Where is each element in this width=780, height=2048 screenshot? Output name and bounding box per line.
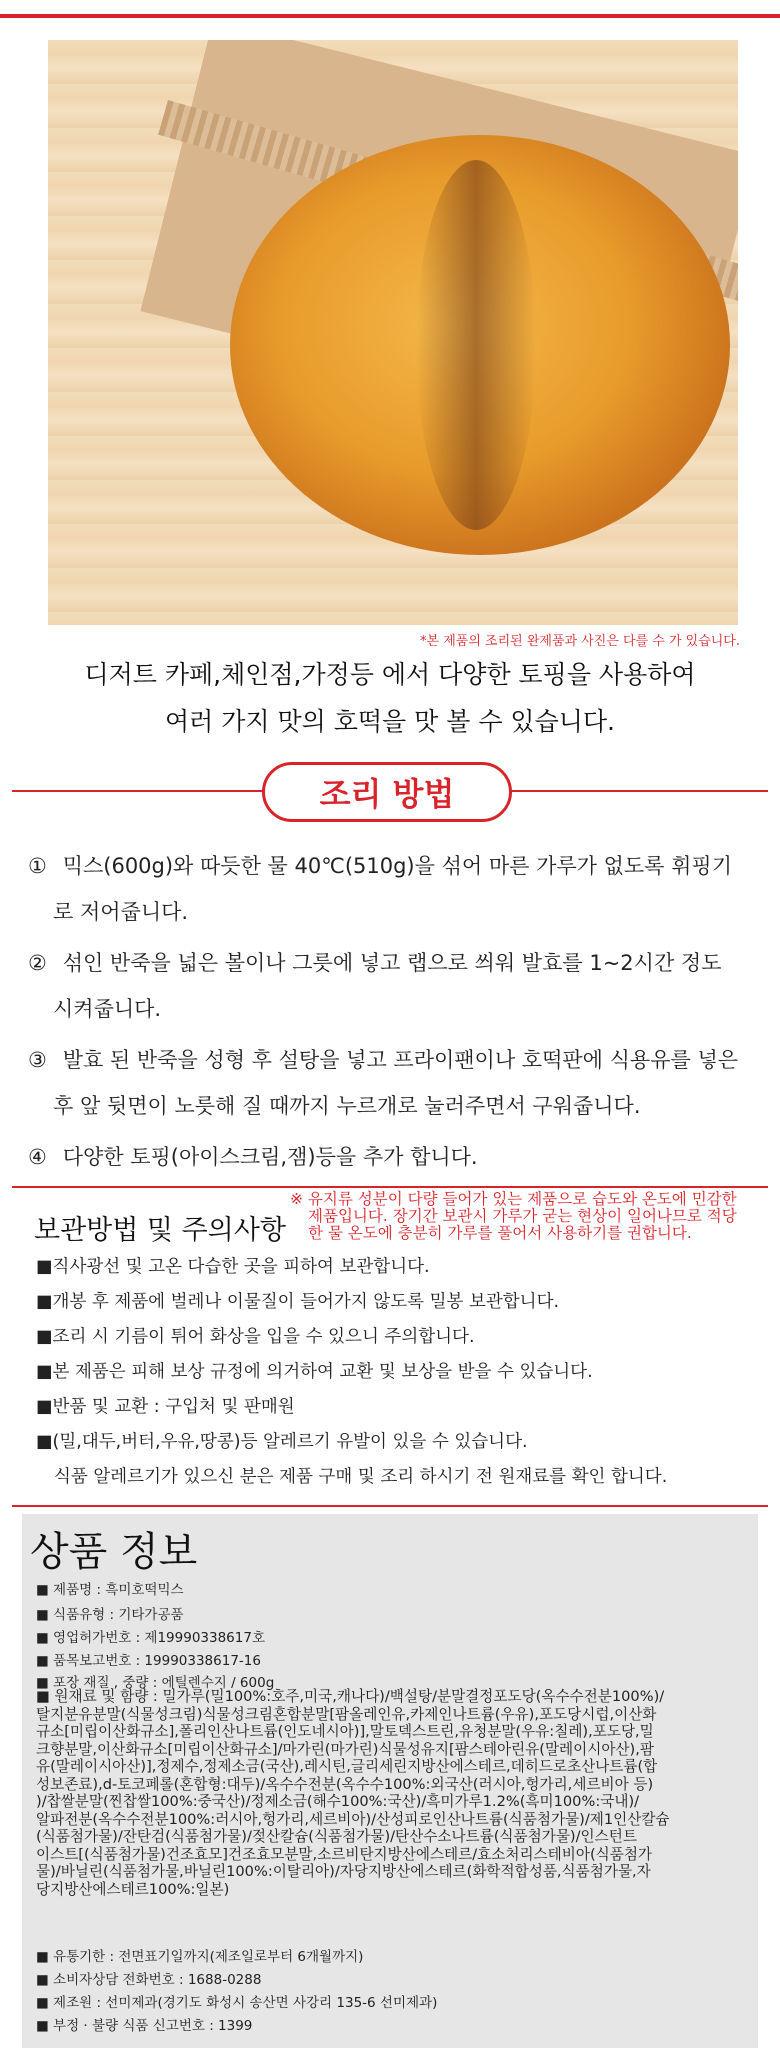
- step-text: 발효 된 반죽을 성형 후 설탕을 넣고 프라이팬이나 호떡판에 식용유를 넣은: [62, 1048, 739, 1072]
- ingredients-line: 탈지분유분말(식물성크림)식물성크림혼합분말[팜올레인유,카제인나트륨(우유),포도당시럽,이산화: [36, 1705, 657, 1723]
- info-field: ■ 포장 재질 , 중량 : 에틸렌수지 / 600g: [36, 1675, 275, 1691]
- ingredients-line: 성보존료),d-토코페롤(혼합형:대두)/옥수수전분(옥수수100%:외국산(러시아,헝가리,세르비아 등): [36, 1775, 654, 1793]
- step-text-cont: 로 저어줍니다.: [53, 900, 189, 924]
- ingredients-block: [36, 1688, 752, 1898]
- storage-title: 보관방법 및 주의사항: [34, 1215, 286, 1246]
- step-text: 믹스(600g)와 따듯한 물 40℃(510g)을 섞어 마른 가루가 없도록 휘핑기: [62, 854, 732, 878]
- intro-line-2: 여러 가지 맛의 호떡을 맛 볼 수 있습니다.: [165, 707, 615, 736]
- storage-note: ■직사광선 및 고온 다습한 곳을 피하여 보관합니다.: [36, 1257, 430, 1277]
- warning-line: ※ 유지류 성분이 다량 들어가 있는 제품으로 습도와 온도에 민감한: [290, 1190, 737, 1208]
- ingredients-line: 규소[미립이산화규소],폴리인산나트륨(인도네시아)],말토덱스트린,유청분말(우유:칠레),포도당,밀: [36, 1723, 654, 1740]
- storage-divider: [12, 1186, 768, 1188]
- ingredients-line: )/찹쌀분말(찐찹쌀100%:중국산)/정제소금(해수100%:국산)/흑미가루1.2%(흑미100%:국내)/: [36, 1793, 640, 1810]
- info-footer: ■ 유통기한 : 전면표기일까지(제조일로부터 6개월까지): [36, 1949, 364, 1965]
- storage-note: ■본 제품은 피해 보상 규정에 의거하여 교환 및 보상을 받을 수 있습니다.: [36, 1362, 593, 1382]
- photo-disclaimer: *본 제품의 조리된 완제품과 사진은 다를 수 가 있습니다.: [420, 634, 740, 649]
- ingredients-line: (식품첨가물)/잔탄검(식품첨가물)/젖산칼슘(식품첨가물)/탄산수소나트륨(식품첨가물)/인스턴트: [36, 1828, 637, 1845]
- info-footer: ■ 부정 · 불량 식품 신고번호 : 1399: [36, 2018, 253, 2034]
- info-field: ■ 영업허가번호 : 제19990338617호: [36, 1630, 265, 1646]
- storage-note-allergy: 식품 알레르기가 있으신 분은 제품 구매 및 조리 하시기 전 원재료를 확인 합니다.: [54, 1467, 668, 1487]
- cooking-step-4: [28, 1134, 758, 1180]
- step-text-cont: 후 앞 뒷면이 노릇해 질 때까지 누르개로 눌러주면서 구워줍니다.: [53, 1094, 641, 1118]
- cooking-step-1: [28, 843, 758, 935]
- hotteok-filling: [416, 160, 536, 530]
- info-field: ■ 제품명 : 흑미호떡믹스: [36, 1582, 184, 1598]
- step-number: ①: [28, 854, 47, 878]
- cooking-section-header: [262, 762, 512, 822]
- step-number: ④: [28, 1145, 47, 1169]
- cooking-step-2: [28, 940, 758, 1032]
- ingredients-line: 크향분말,이산화규소[미립이산화규소]/마가린(마가린)식물성유지[팜스테아린유(말레이시아산),팜: [36, 1740, 654, 1758]
- info-footer: ■ 제조원 : 선미제과(경기도 화성시 송산면 사강리 135-6 선미제과): [36, 1995, 438, 2011]
- warning-line: 제품입니다. 장기간 보관시 가루가 굳는 현상이 일어나므로 적당: [308, 1207, 737, 1225]
- ingredients-line: 유(말레이시아산)],정제수,정제소금(국산),레시틴,글리세린지방산에스테르,데히드로초산나트륨(합: [36, 1758, 658, 1775]
- ingredients-line: ■ 원재료 및 함량 : 밀가루(밀100%:호주,미국,캐나다)/백설탕/분말결정포도당(옥수수전분100%)/: [36, 1688, 665, 1705]
- step-text: 다양한 토핑(아이스크림,잼)등을 추가 합니다.: [62, 1145, 478, 1169]
- warning-line: 한 물 온도에 충분히 가루를 풀어서 사용하기를 권합니다.: [308, 1224, 692, 1242]
- storage-note: ■(밀,대두,버터,우유,땅콩)등 알레르기 유발이 있을 수 있습니다.: [36, 1432, 528, 1452]
- top-divider: [0, 14, 780, 18]
- ingredients-line: 물)/바닐린(식품첨가물,바닐린100%:이탈리아)/자당지방산에스테르(화학적합성품,식품첨가물,자: [36, 1863, 651, 1880]
- storage-note: ■개봉 후 제품에 벌레나 이물질이 들어가지 않도록 밀봉 보관합니다.: [36, 1292, 560, 1312]
- info-footer: ■ 소비자상담 전화번호 : 1688-0288: [36, 1972, 262, 1988]
- step-number: ②: [28, 951, 47, 975]
- ingredients-line: 이스트[(식품첨가물)건조효모]건조효모분말,소르비탄지방산에스테르/효소처리스테비아(식품첨가: [36, 1845, 653, 1863]
- info-field: ■ 품목보고번호 : 19990338617-16: [36, 1653, 261, 1669]
- ingredients-line: 당지방산에스테르100%:일본): [36, 1880, 230, 1898]
- cooking-title: 조리 방법: [319, 775, 455, 813]
- storage-note: ■조리 시 기름이 튀어 화상을 입을 수 있으니 주의합니다.: [36, 1327, 475, 1347]
- info-divider: [12, 1505, 768, 1507]
- product-info-title: 상품 정보: [30, 1529, 198, 1575]
- ingredients-line: 알파전분(옥수수전분100%:러시아,헝가리,세르비아)/산성피로인산나트륨(식품첨가물)/제1인산칼슘: [36, 1810, 670, 1828]
- cooking-step-3: [28, 1037, 758, 1129]
- intro-line-1: 디저트 카페,체인점,가정등 에서 다양한 토핑을 사용하여: [84, 660, 696, 689]
- step-text: 섞인 반죽을 넓은 볼이나 그릇에 넣고 랩으로 씌워 발효를 1~2시간 정도: [62, 951, 722, 975]
- step-number: ③: [28, 1048, 47, 1072]
- info-field: ■ 식품유형 : 기타가공품: [36, 1607, 184, 1623]
- storage-note: ■반품 및 교환 : 구입처 및 판매원: [36, 1397, 295, 1417]
- product-photo: [48, 40, 738, 625]
- step-text-cont: 시켜줍니다.: [53, 997, 162, 1021]
- storage-warning: [290, 1191, 770, 1242]
